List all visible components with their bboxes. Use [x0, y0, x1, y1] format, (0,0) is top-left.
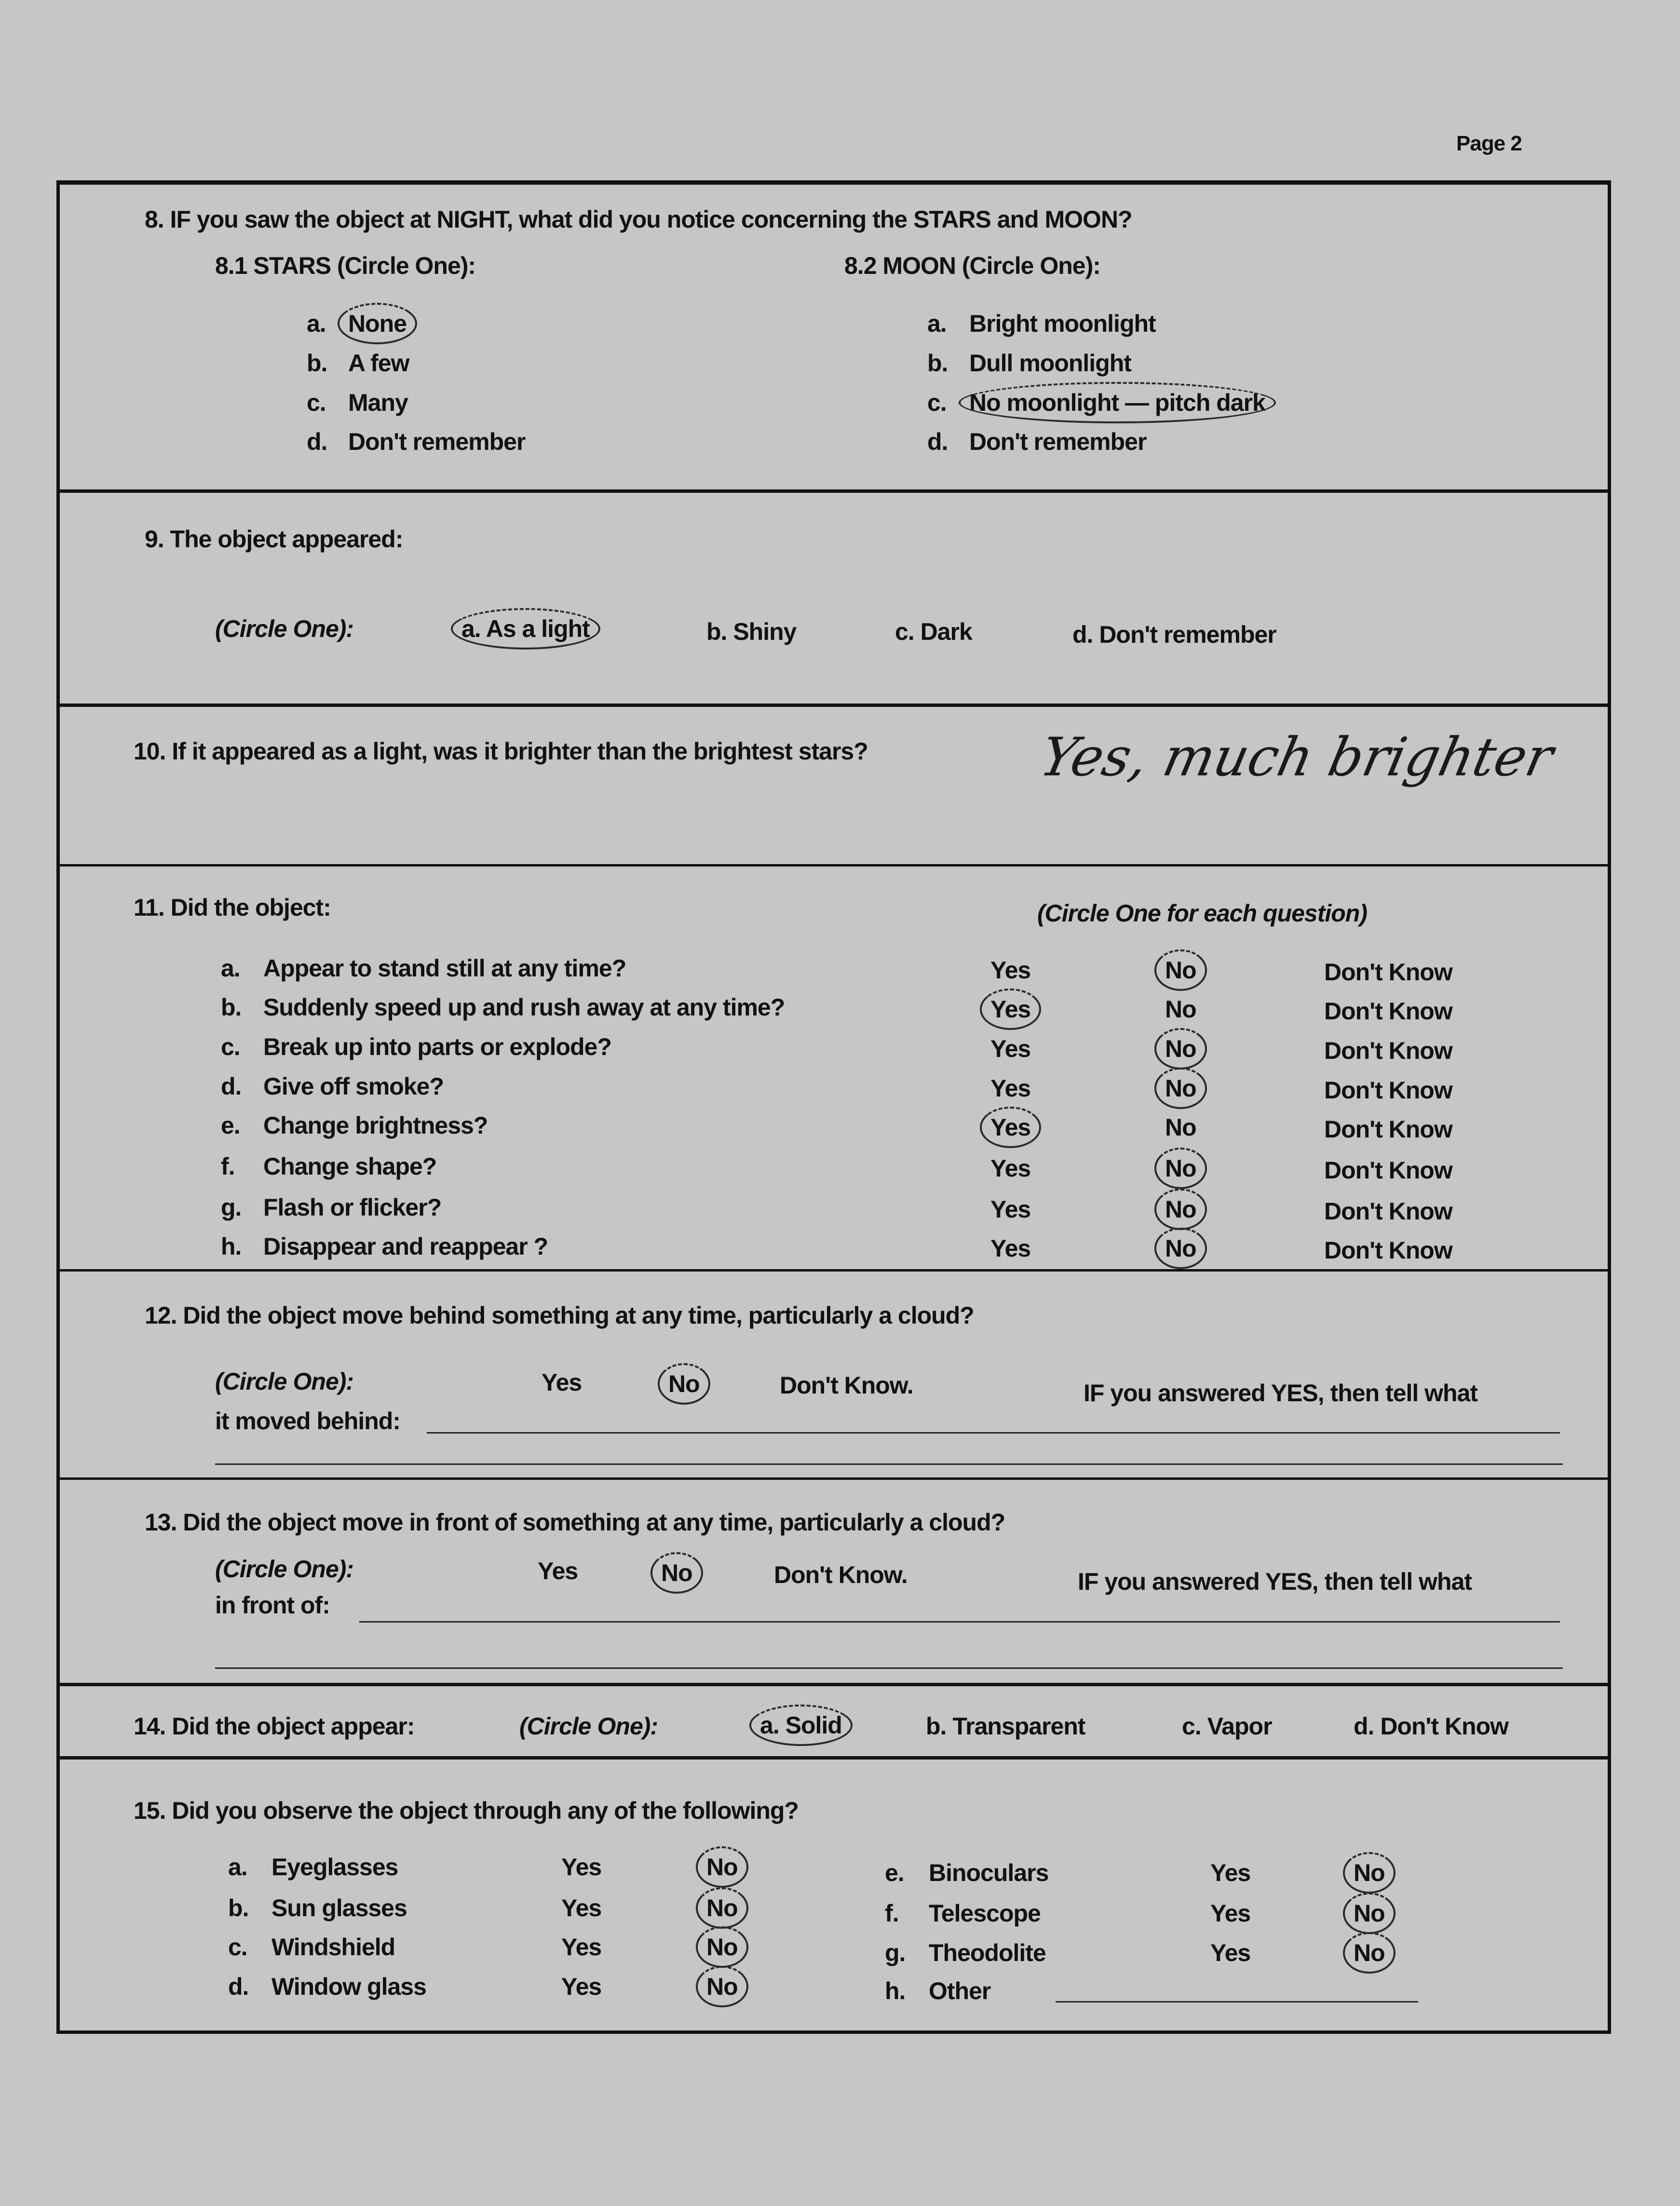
q11-no-option[interactable]: No	[1165, 1075, 1196, 1102]
q15-yes-option[interactable]: Yes	[561, 1854, 602, 1881]
q11-no-option[interactable]: No	[1165, 1035, 1196, 1062]
q14-circle-one: (Circle One):	[519, 1713, 658, 1740]
q15-yes-option[interactable]: Yes	[1210, 1900, 1251, 1927]
q15-yes-option[interactable]: Yes	[561, 1895, 602, 1922]
q8-stars-label: 8.1 STARS (Circle One):	[215, 252, 476, 279]
q14-option-c[interactable]: c. Vapor	[1182, 1713, 1272, 1740]
q8-moon-letter: c.	[927, 389, 947, 416]
q11-item-text: Change shape?	[263, 1153, 437, 1180]
divider	[56, 864, 1608, 866]
q8-moon-option[interactable]: Bright moonlight	[969, 310, 1156, 337]
q11-item-letter: g.	[221, 1194, 242, 1221]
q12-circle-one: (Circle One):	[215, 1368, 354, 1395]
q15-no-option[interactable]: No	[706, 1854, 738, 1881]
q13-answer-line-2[interactable]	[215, 1667, 1563, 1669]
q15-question: 15. Did you observe the object through any of the following?	[134, 1797, 799, 1824]
q15-item-letter: g.	[885, 1939, 906, 1966]
q11-no-option[interactable]: No	[1165, 957, 1196, 984]
q15-yes-option[interactable]: Yes	[561, 1973, 602, 2000]
q15-item-letter: a.	[228, 1854, 247, 1881]
q11-yes-option[interactable]: Yes	[990, 1196, 1031, 1223]
q9-option-d[interactable]: d. Don't remember	[1072, 621, 1276, 648]
page-label: Page 2	[1456, 132, 1522, 155]
q9-option-a[interactable]: a. As a light	[461, 615, 590, 642]
q8-star-option[interactable]: A few	[348, 350, 409, 377]
q11-yes-option[interactable]: Yes	[990, 1075, 1031, 1102]
q12-followup: IF you answered YES, then tell what	[1084, 1380, 1478, 1407]
q11-item-text: Flash or flicker?	[263, 1194, 442, 1221]
q15-no-option[interactable]: No	[1354, 1900, 1385, 1927]
q8-star-option[interactable]: None	[348, 310, 406, 337]
q15-item-letter: f.	[885, 1900, 899, 1927]
q13-followup: IF you answered YES, then tell what	[1078, 1568, 1472, 1595]
q11-no-option[interactable]: No	[1165, 1235, 1196, 1262]
q11-yes-option[interactable]: Yes	[990, 1235, 1031, 1262]
divider	[56, 1477, 1608, 1480]
q8-star-letter: d.	[307, 428, 327, 455]
q10-question: 10. If it appeared as a light, was it brighter than the brightest stars?	[134, 738, 868, 765]
q12-followup-label: it moved behind:	[215, 1408, 400, 1435]
q13-no[interactable]: No	[661, 1559, 692, 1586]
q11-item-letter: c.	[221, 1033, 240, 1060]
q15-item-letter: b.	[228, 1895, 249, 1922]
q14-question: 14. Did the object appear:	[134, 1713, 415, 1740]
q15-item-text: Telescope	[929, 1900, 1041, 1927]
q8-star-letter: a.	[307, 310, 326, 337]
q11-question: 11. Did the object:	[134, 894, 331, 921]
q11-dont-know-option[interactable]: Don't Know	[1324, 959, 1452, 986]
q15-item-letter: e.	[885, 1859, 904, 1886]
q9-question: 9. The object appeared:	[145, 526, 403, 553]
q13-circle-one: (Circle One):	[215, 1556, 354, 1583]
q8-question: 8. IF you saw the object at NIGHT, what did you notice concerning the STARS and MOON?	[145, 206, 1132, 233]
divider	[56, 489, 1608, 493]
q11-item-text: Suddenly speed up and rush away at any time?	[263, 994, 785, 1021]
q15-yes-option[interactable]: Yes	[561, 1934, 602, 1961]
q12-no[interactable]: No	[668, 1370, 700, 1397]
q15-item-text: Other	[929, 1977, 991, 2004]
q15-item-text: Sun glasses	[271, 1895, 407, 1922]
q15-no-option[interactable]: No	[1354, 1939, 1385, 1966]
q11-no-option[interactable]: No	[1165, 996, 1196, 1023]
q14-option-b[interactable]: b. Transparent	[926, 1713, 1085, 1740]
q12-answer-line-2[interactable]	[215, 1463, 1563, 1465]
q15-item-text: Window glass	[271, 1973, 426, 2000]
q8-moon-label: 8.2 MOON (Circle One):	[844, 252, 1100, 279]
q14-option-d[interactable]: d. Don't Know	[1354, 1713, 1509, 1740]
q13-dont-know[interactable]: Don't Know.	[774, 1561, 908, 1588]
q11-item-letter: b.	[221, 994, 242, 1021]
q11-item-letter: d.	[221, 1073, 242, 1100]
divider	[56, 1756, 1608, 1759]
q9-option-c[interactable]: c. Dark	[895, 618, 972, 645]
q11-item-text: Break up into parts or explode?	[263, 1033, 611, 1060]
q8-moon-option[interactable]: Dull moonlight	[969, 350, 1131, 377]
q12-dont-know[interactable]: Don't Know.	[780, 1372, 913, 1399]
q11-dont-know-option[interactable]: Don't Know	[1324, 1037, 1452, 1064]
q11-dont-know-option[interactable]: Don't Know	[1324, 1116, 1452, 1143]
q15-item-text: Binoculars	[929, 1859, 1049, 1886]
q8-star-option[interactable]: Don't remember	[348, 428, 526, 455]
q11-yes-option[interactable]: Yes	[990, 1035, 1031, 1062]
q9-option-b[interactable]: b. Shiny	[706, 618, 797, 645]
q8-star-letter: c.	[307, 389, 326, 416]
q10-handwritten-answer[interactable]: Yes, much brighter	[1035, 726, 1559, 788]
q11-yes-option[interactable]: Yes	[990, 957, 1031, 984]
q11-item-letter: h.	[221, 1233, 242, 1260]
q15-yes-option[interactable]: Yes	[1210, 1859, 1251, 1886]
q11-no-option[interactable]: No	[1165, 1155, 1196, 1182]
q11-dont-know-option[interactable]: Don't Know	[1324, 1077, 1452, 1104]
q15-item-text: Eyeglasses	[271, 1854, 398, 1881]
q12-yes[interactable]: Yes	[542, 1369, 582, 1396]
divider	[56, 1269, 1608, 1272]
q15-item-letter: h.	[885, 1977, 906, 2004]
q8-moon-option[interactable]: No moonlight — pitch dark	[969, 389, 1265, 416]
q8-star-letter: b.	[307, 350, 327, 377]
q15-yes-option[interactable]: Yes	[1210, 1939, 1251, 1966]
q15-no-option[interactable]: No	[706, 1934, 738, 1961]
q12-answer-line[interactable]	[427, 1432, 1560, 1434]
q13-answer-line[interactable]	[359, 1621, 1560, 1623]
q8-moon-option[interactable]: Don't remember	[969, 428, 1147, 455]
q11-item-text: Give off smoke?	[263, 1073, 444, 1100]
q12-question: 12. Did the object move behind something at any time, particularly a cloud?	[145, 1302, 974, 1329]
q11-item-letter: e.	[221, 1112, 240, 1139]
q11-item-text: Change brightness?	[263, 1112, 488, 1139]
q11-yes-option[interactable]: Yes	[990, 1155, 1031, 1182]
q11-dont-know-option[interactable]: Don't Know	[1324, 1157, 1452, 1184]
q8-moon-letter: d.	[927, 428, 948, 455]
q8-star-option[interactable]: Many	[348, 389, 408, 416]
q15-item-text: Theodolite	[929, 1939, 1046, 1966]
q13-yes[interactable]: Yes	[538, 1557, 578, 1584]
q11-dont-know-option[interactable]: Don't Know	[1324, 998, 1452, 1025]
q11-instruction: (Circle One for each question)	[1037, 900, 1368, 927]
q11-item-letter: f.	[221, 1153, 235, 1180]
q11-yes-option[interactable]: Yes	[990, 996, 1031, 1023]
q11-item-text: Appear to stand still at any time?	[263, 955, 626, 982]
q14-option-a[interactable]: a. Solid	[760, 1712, 842, 1739]
q11-no-option[interactable]: No	[1165, 1114, 1196, 1141]
q11-yes-option[interactable]: Yes	[990, 1114, 1031, 1141]
divider	[56, 704, 1608, 707]
q11-item-text: Disappear and reappear ?	[263, 1233, 548, 1260]
q15-no-option[interactable]: No	[706, 1973, 738, 2000]
q15-no-option[interactable]: No	[706, 1895, 738, 1922]
q11-no-option[interactable]: No	[1165, 1196, 1196, 1223]
q15-item-letter: c.	[228, 1934, 247, 1961]
q15-no-option[interactable]: No	[1354, 1859, 1385, 1886]
divider	[56, 1683, 1608, 1686]
q8-moon-letter: a.	[927, 310, 947, 337]
q8-moon-letter: b.	[927, 350, 948, 377]
q15-item-text: Windshield	[271, 1934, 395, 1961]
q9-circle-one: (Circle One):	[215, 615, 354, 642]
q15-item-letter: d.	[228, 1973, 249, 2000]
q11-dont-know-option[interactable]: Don't Know	[1324, 1237, 1452, 1264]
q13-followup-label: in front of:	[215, 1592, 330, 1619]
q15-other-line[interactable]	[1056, 2001, 1418, 2003]
q11-item-letter: a.	[221, 955, 240, 982]
q13-question: 13. Did the object move in front of something at any time, particularly a cloud?	[145, 1509, 1005, 1536]
q11-dont-know-option[interactable]: Don't Know	[1324, 1198, 1452, 1225]
